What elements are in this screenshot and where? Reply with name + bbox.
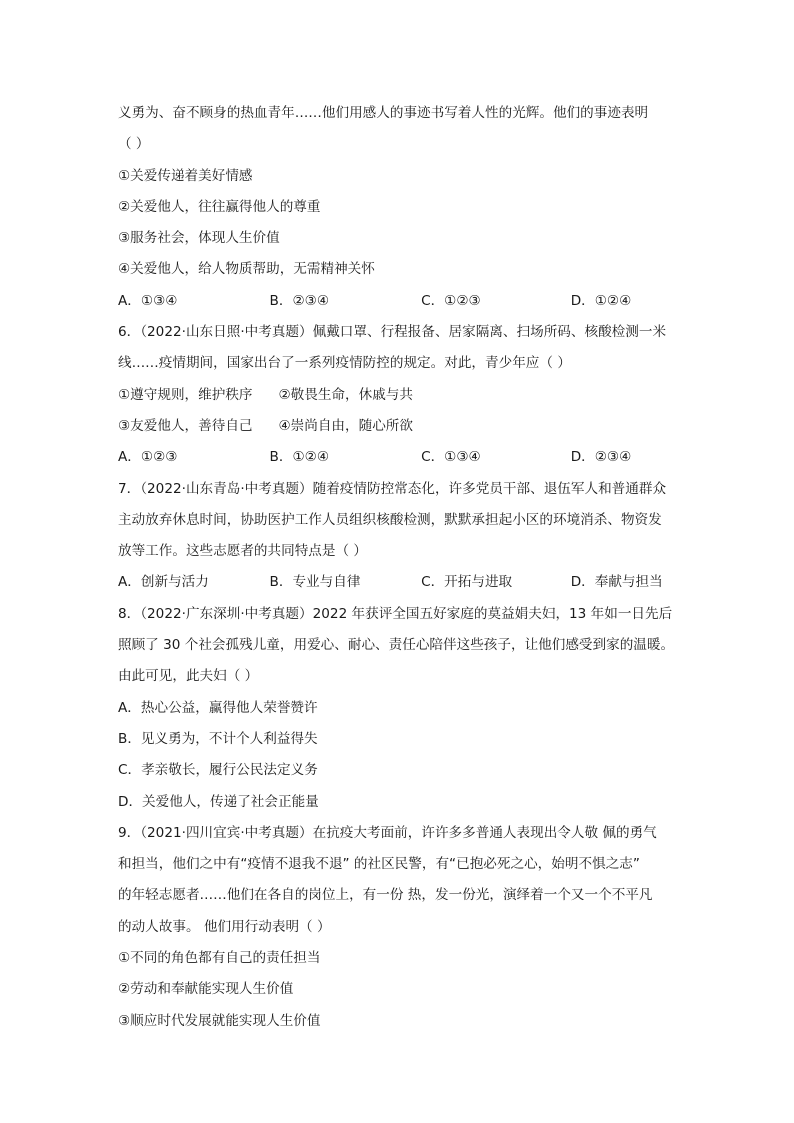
q9-stem-line: 的动人故事。 他们用行动表明（ ） [118, 918, 331, 935]
q5-statement: ④关爱他人，给人物质帮助，无需精神关怀 [118, 261, 375, 278]
question-content [118, 98, 688, 1037]
q9-statement: ②劳动和奉献能实现人生价值 [118, 981, 294, 998]
q8-option-c: C．孝亲敬长，履行公民法定义务 [118, 762, 318, 779]
q6-statement: ①遵守规则，维护秩序 ②敬畏生命，休戚与共 [118, 386, 413, 403]
q9-stem-line: 和担当，他们之中有“疫情不退我不退” 的社区民警，有“已抱必死之心，始明不惧之志” [118, 856, 640, 873]
q5-option-d: D．①②④ [570, 292, 632, 309]
q7-option-c: C．开拓与进取 [421, 574, 513, 591]
q7-stem-line: 主动放弃休息时间，协助医护工作人员组织核酸检测，默默承担起小区的环境消杀、物资发 [118, 511, 662, 528]
q8-option-a: A．热心公益，赢得他人荣誉赞许 [118, 699, 318, 716]
q5-option-a: A．①③④ [118, 292, 178, 309]
q7-option-a: A．创新与活力 [118, 574, 209, 591]
q8-stem-line: 8．（2022·广东深圳·中考真题）2022 年获评全国五好家庭的莫益娟夫妇，13 年如一日先后 [118, 605, 673, 622]
q8-option-b: B．见义勇为，不计个人利益得失 [118, 730, 318, 747]
q9-statement: ③顺应时代发展就能实现人生价值 [118, 1012, 321, 1029]
q5-answer-blank: （ ） [118, 136, 150, 153]
q6-options [118, 442, 688, 473]
q9-stem-line: 9．（2021·四川宜宾·中考真题）在抗疫大考面前，许许多多普通人表现出令人敬 佩的勇气 [118, 824, 657, 841]
q6-option-b: B．①②④ [269, 449, 330, 466]
q7-option-d: D．奉献与担当 [570, 574, 663, 591]
q6-stem-line: 线……疫情期间，国家出台了一系列疫情防控的规定。对此，青少年应（ ） [118, 355, 571, 372]
q5-statement: ③服务社会，体现人生价值 [118, 230, 280, 247]
q6-statement: ③友爱他人，善待自己 ④崇尚自由，随心所欲 [118, 417, 413, 434]
q9-stem-line: 的年轻志愿者……他们在各自的岗位上，有一份 热，发一份光，演绎着一个又一个不平凡 [118, 887, 653, 904]
q5-option-b: B．②③④ [269, 292, 330, 309]
q5-statement: ②关爱他人，往往赢得他人的尊重 [118, 198, 321, 215]
q5-stem-line: 义勇为、奋不顾身的热血青年……他们用感人的事迹书写着人性的光辉。他们的事迹表明 [118, 105, 649, 121]
q5-statement: ①关爱传递着美好情感 [118, 167, 253, 184]
q6-option-c: C．①③④ [421, 449, 481, 466]
q6-option-d: D．②③④ [570, 449, 632, 466]
q6-option-a: A．①②③ [118, 449, 178, 466]
q7-stem-line: 放等工作。这些志愿者的共同特点是（ ） [118, 543, 368, 560]
q5-options [118, 286, 688, 317]
q5-option-c: C．①②③ [421, 292, 481, 309]
q7-stem-line: 7．（2022·山东青岛·中考真题）随着疫情防控常态化，许多党员干部、退伍军人和普通群众 [118, 480, 667, 497]
q7-options [118, 567, 688, 598]
q7-option-b: B．专业与自律 [269, 574, 361, 591]
q8-option-d: D．关爱他人，传递了社会正能量 [118, 793, 319, 810]
q8-stem-line: 照顾了 30 个社会孤残儿童，用爱心、耐心、责任心陪伴这些孩子，让他们感受到家的温暖。 [118, 637, 675, 654]
q6-stem-line: 6．（2022·山东日照·中考真题）佩戴口罩、行程报备、居家隔离、扫场所码、核酸检测一米 [118, 324, 667, 341]
q9-statement: ①不同的角色都有自己的责任担当 [118, 950, 321, 967]
q8-stem-line: 由此可见，此夫妇（ ） [118, 668, 259, 685]
